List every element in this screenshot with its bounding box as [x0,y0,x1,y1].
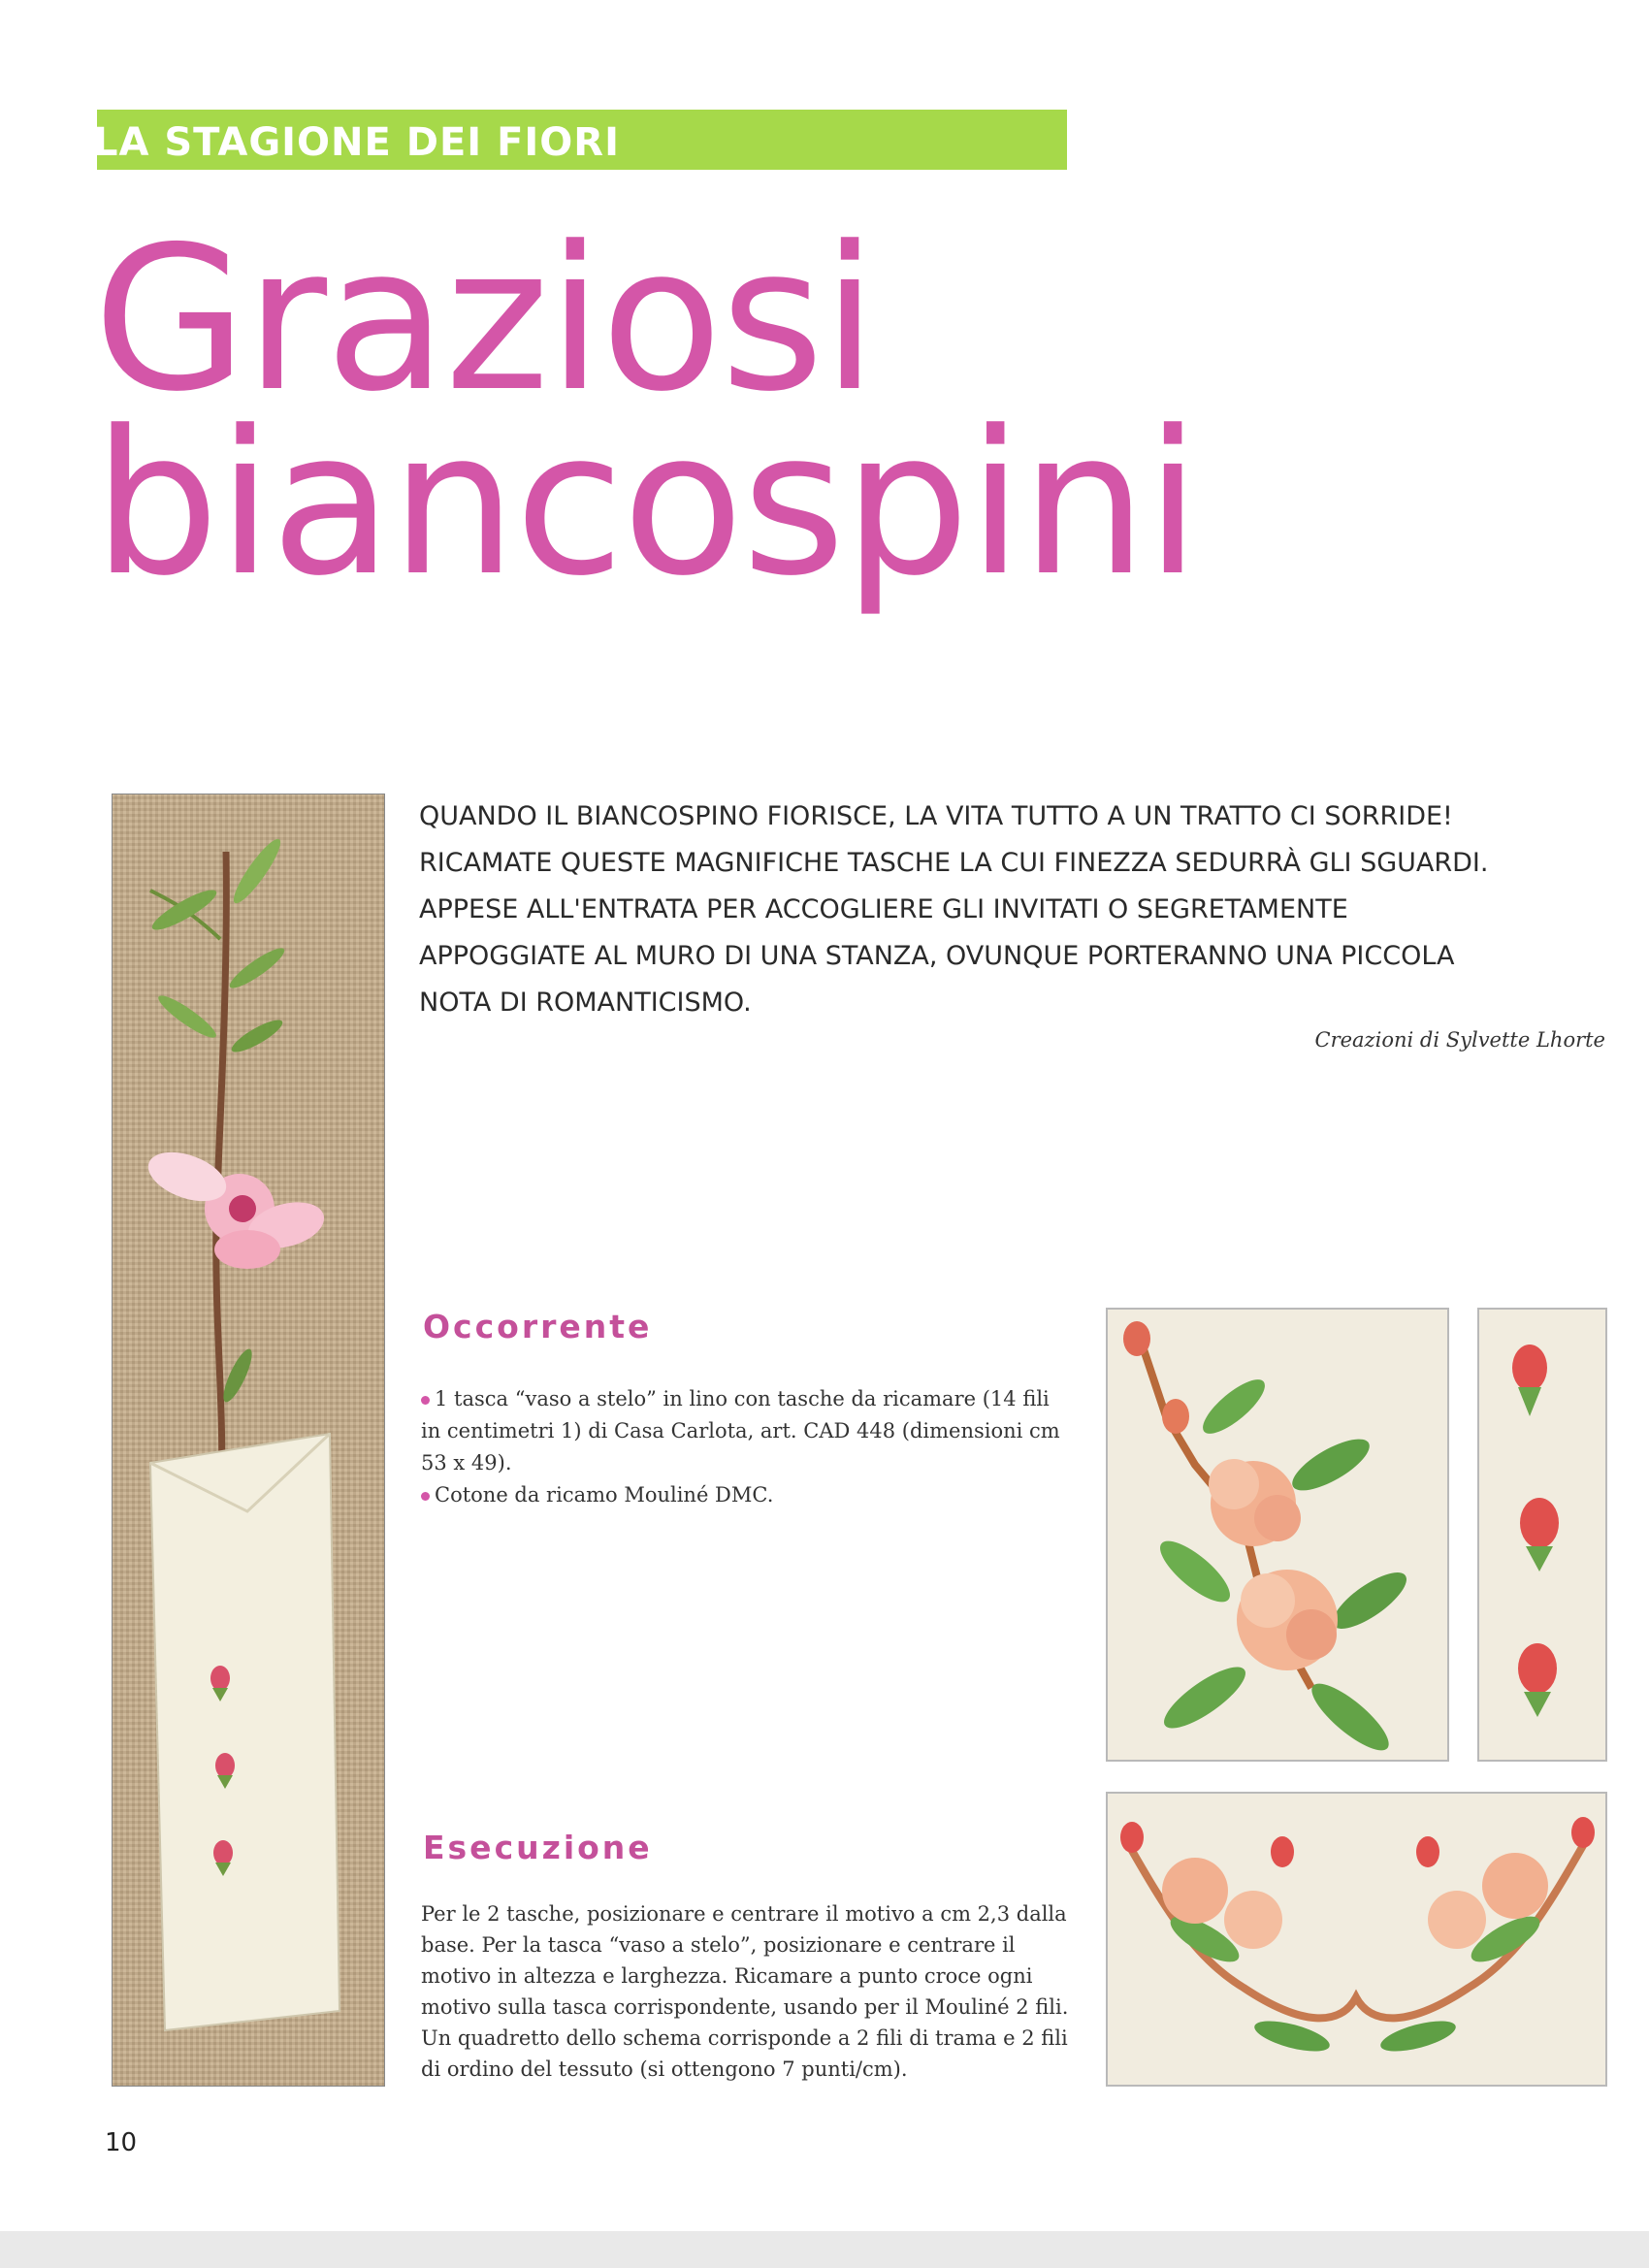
photo-linen-pocket-with-blossom [112,794,385,2087]
page-title-line-2: biancospini [93,389,1199,620]
embroidery-detail-flowers [1106,1308,1449,1762]
materials-list [421,1383,1071,1511]
intro-line: RICAMATE QUESTE MAGNIFICHE TASCHE LA CUI FINEZZA SEDURRÀ GLI SGUARDI. [419,848,1489,878]
bullet-icon [421,1396,430,1405]
heading-esecuzione: Esecuzione [423,1829,653,1866]
page-title-line-1: Graziosi [93,205,876,436]
list-item [421,1383,1071,1479]
heading-occorrente: Occorrente [423,1308,653,1345]
section-label: LA STAGIONE DEI FIORI [93,120,620,165]
intro-line: APPESE ALL'ENTRATA PER ACCOGLIERE GLI INVITATI O SEGRETAMENTE [419,894,1348,924]
list-item-text: 1 tasca “vaso a stelo” in lino con tasche da ricamare (14 fili in centimetri 1) di Casa Carlota, art. CAD 448 (dimensioni cm 53 x 49). [421,1387,1060,1474]
page-edge [0,2231,1649,2268]
intro-line: NOTA DI ROMANTICISMO. [419,988,752,1018]
bullet-icon [421,1492,430,1501]
list-item [421,1479,1071,1511]
intro-line: QUANDO IL BIANCOSPINO FIORISCE, LA VITA TUTTO A UN TRATTO CI SORRIDE! [419,801,1453,831]
execution-text: Per le 2 tasche, posizionare e centrare il motivo a cm 2,3 dalla base. Per la tasca “vaso a stelo”, posizionare e centrare il motivo in altezza e larghezza. Ricamare a punto croce ogni motivo sulla tasca corrispondente, usando per il Mouliné 2 fili. Un quadretto dello schema corrisponde a 2 fili di trama e 2 fili di ordino del tessuto (si ottengono 7 punti/cm). [421,1902,1069,2081]
intro-text [419,794,1564,1026]
credit-line: Creazioni di Sylvette Lhorte [1314,1028,1605,1052]
embroidery-detail-buds [1477,1308,1607,1762]
embroidery-detail-garland [1106,1792,1607,2087]
intro-line: APPOGGIATE AL MURO DI UNA STANZA, OVUNQUE PORTERANNO UNA PICCOLA [419,941,1455,971]
page-number: 10 [105,2128,138,2157]
list-item-text: Cotone da ricamo Mouliné DMC. [435,1483,774,1507]
